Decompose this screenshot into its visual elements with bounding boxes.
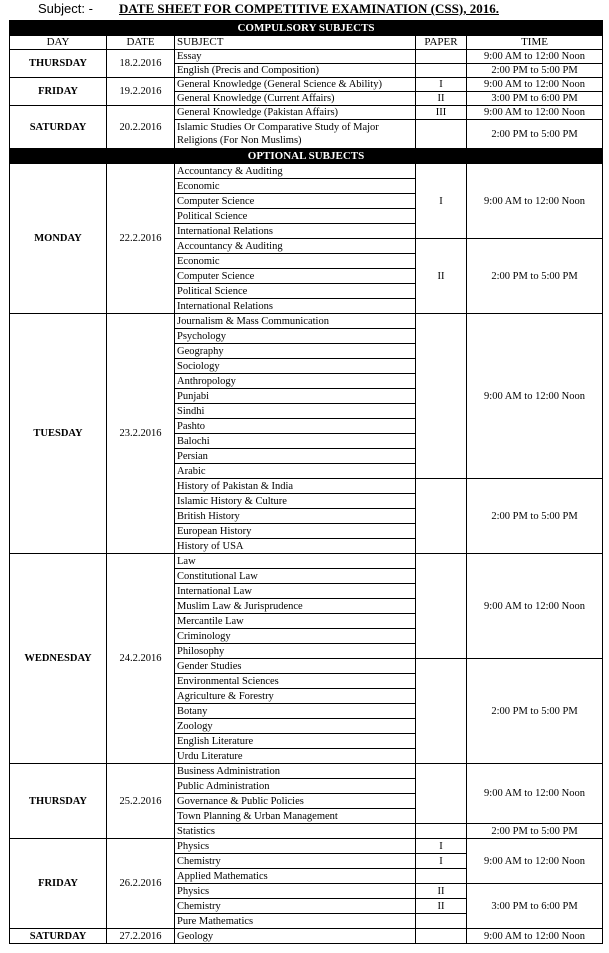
paper-cell (416, 659, 467, 764)
date-cell: 20.2.2016 (107, 106, 175, 149)
subject-cell: Pashto (175, 419, 416, 434)
subject-cell: Accountancy & Auditing (175, 164, 416, 179)
subject-cell: Psychology (175, 329, 416, 344)
subject-cell: Punjabi (175, 389, 416, 404)
paper-cell: III (416, 106, 467, 120)
paper-cell (416, 314, 467, 479)
date-cell: 27.2.2016 (107, 929, 175, 944)
date-cell: 18.2.2016 (107, 50, 175, 78)
page-header (0, 0, 609, 19)
subject-label: Subject: - (38, 1, 93, 16)
time-cell: 9:00 AM to 12:00 Noon (467, 50, 603, 64)
day-cell: FRIDAY (10, 78, 107, 106)
time-cell: 9:00 AM to 12:00 Noon (467, 764, 603, 824)
subject-cell: Anthropology (175, 374, 416, 389)
subject-cell: International Relations (175, 224, 416, 239)
compulsory-row (10, 50, 603, 64)
subject-cell: Balochi (175, 434, 416, 449)
subject-cell: Political Science (175, 209, 416, 224)
subject-cell: Chemistry (175, 854, 416, 869)
subject-cell: Chemistry (175, 899, 416, 914)
subject-cell: Botany (175, 704, 416, 719)
paper-cell (416, 929, 467, 944)
optional-row (10, 839, 603, 854)
day-cell: SATURDAY (10, 106, 107, 149)
col-paper: PAPER (416, 36, 467, 50)
time-cell: 2:00 PM to 5:00 PM (467, 824, 603, 839)
col-day: DAY (10, 36, 107, 50)
time-cell: 9:00 AM to 12:00 Noon (467, 78, 603, 92)
time-cell: 2:00 PM to 5:00 PM (467, 659, 603, 764)
paper-cell (416, 554, 467, 659)
subject-cell: Business Administration (175, 764, 416, 779)
day-cell: MONDAY (10, 164, 107, 314)
day-cell: FRIDAY (10, 839, 107, 929)
subject-cell: Economic (175, 179, 416, 194)
optional-band (10, 149, 603, 164)
day-cell: THURSDAY (10, 50, 107, 78)
day-cell: THURSDAY (10, 764, 107, 839)
subject-cell: English (Precis and Composition) (175, 64, 416, 78)
time-cell: 9:00 AM to 12:00 Noon (467, 929, 603, 944)
time-cell: 9:00 AM to 12:00 Noon (467, 314, 603, 479)
paper-cell: I (416, 854, 467, 869)
date-cell: 25.2.2016 (107, 764, 175, 839)
date-sheet-body (10, 21, 603, 944)
paper-cell (416, 869, 467, 884)
subject-cell: Economic (175, 254, 416, 269)
optional-heading: OPTIONAL SUBJECTS (10, 149, 603, 164)
subject-cell: Essay (175, 50, 416, 64)
date-cell: 24.2.2016 (107, 554, 175, 764)
date-cell: 23.2.2016 (107, 314, 175, 554)
subject-cell: General Knowledge (General Science & Ability) (175, 78, 416, 92)
time-cell: 9:00 AM to 12:00 Noon (467, 106, 603, 120)
subject-cell: Muslim Law & Jurisprudence (175, 599, 416, 614)
paper-cell (416, 764, 467, 824)
subject-cell: Environmental Sciences (175, 674, 416, 689)
subject-cell: Islamic Studies Or Comparative Study of Major Religions (For Non Muslims) (175, 120, 416, 149)
day-cell: SATURDAY (10, 929, 107, 944)
subject-cell: Physics (175, 839, 416, 854)
time-cell: 3:00 PM to 6:00 PM (467, 884, 603, 929)
subject-cell: Zoology (175, 719, 416, 734)
compulsory-row (10, 106, 603, 120)
subject-cell: History of Pakistan & India (175, 479, 416, 494)
paper-cell: I (416, 839, 467, 854)
subject-cell: Computer Science (175, 269, 416, 284)
subject-cell: Persian (175, 449, 416, 464)
optional-row (10, 554, 603, 569)
day-cell: TUESDAY (10, 314, 107, 554)
subject-cell: Statistics (175, 824, 416, 839)
subject-cell: Criminology (175, 629, 416, 644)
subject-cell: Constitutional Law (175, 569, 416, 584)
time-cell: 2:00 PM to 5:00 PM (467, 120, 603, 149)
optional-row (10, 929, 603, 944)
date-cell: 19.2.2016 (107, 78, 175, 106)
subject-cell: English Literature (175, 734, 416, 749)
subject-cell: Islamic History & Culture (175, 494, 416, 509)
subject-cell: Agriculture & Forestry (175, 689, 416, 704)
col-date: DATE (107, 36, 175, 50)
time-cell: 9:00 AM to 12:00 Noon (467, 164, 603, 239)
subject-cell: Gender Studies (175, 659, 416, 674)
time-cell: 9:00 AM to 12:00 Noon (467, 839, 603, 884)
subject-cell: Urdu Literature (175, 749, 416, 764)
paper-cell (416, 479, 467, 554)
day-cell: WEDNESDAY (10, 554, 107, 764)
subject-cell: Sociology (175, 359, 416, 374)
subject-cell: Arabic (175, 464, 416, 479)
col-time: TIME (467, 36, 603, 50)
subject-cell: Law (175, 554, 416, 569)
paper-cell: II (416, 239, 467, 314)
paper-cell (416, 50, 467, 64)
subject-cell: History of USA (175, 539, 416, 554)
time-cell: 3:00 PM to 6:00 PM (467, 92, 603, 106)
subject-cell: Town Planning & Urban Management (175, 809, 416, 824)
optional-row (10, 764, 603, 779)
paper-cell (416, 120, 467, 149)
time-cell: 9:00 AM to 12:00 Noon (467, 554, 603, 659)
optional-row (10, 164, 603, 179)
subject-cell: Public Administration (175, 779, 416, 794)
time-cell: 2:00 PM to 5:00 PM (467, 64, 603, 78)
paper-cell: II (416, 92, 467, 106)
date-sheet-table (9, 20, 603, 944)
paper-cell: I (416, 78, 467, 92)
subject-cell: Geography (175, 344, 416, 359)
subject-cell: Political Science (175, 284, 416, 299)
subject-cell: Computer Science (175, 194, 416, 209)
paper-cell: I (416, 164, 467, 239)
date-cell: 22.2.2016 (107, 164, 175, 314)
subject-cell: Mercantile Law (175, 614, 416, 629)
subject-cell: General Knowledge (Current Affairs) (175, 92, 416, 106)
subject-cell: Governance & Public Policies (175, 794, 416, 809)
paper-cell: II (416, 899, 467, 914)
paper-cell (416, 64, 467, 78)
time-cell: 2:00 PM to 5:00 PM (467, 479, 603, 554)
subject-cell: Sindhi (175, 404, 416, 419)
subject-cell: British History (175, 509, 416, 524)
subject-cell: Pure Mathematics (175, 914, 416, 929)
paper-cell (416, 914, 467, 929)
time-cell: 2:00 PM to 5:00 PM (467, 239, 603, 314)
subject-cell: Applied Mathematics (175, 869, 416, 884)
paper-cell (416, 824, 467, 839)
subject-cell: Philosophy (175, 644, 416, 659)
subject-cell: International Relations (175, 299, 416, 314)
compulsory-band (10, 21, 603, 36)
compulsory-row (10, 78, 603, 92)
optional-row (10, 314, 603, 329)
subject-cell: General Knowledge (Pakistan Affairs) (175, 106, 416, 120)
page-title: DATE SHEET FOR COMPETITIVE EXAMINATION (CSS), 2016. (119, 1, 499, 16)
col-subject: SUBJECT (175, 36, 416, 50)
date-cell: 26.2.2016 (107, 839, 175, 929)
column-header-row (10, 36, 603, 50)
subject-cell: Geology (175, 929, 416, 944)
subject-cell: Journalism & Mass Communication (175, 314, 416, 329)
subject-cell: Accountancy & Auditing (175, 239, 416, 254)
subject-cell: Physics (175, 884, 416, 899)
subject-cell: European History (175, 524, 416, 539)
compulsory-heading: COMPULSORY SUBJECTS (10, 21, 603, 36)
paper-cell: II (416, 884, 467, 899)
subject-cell: International Law (175, 584, 416, 599)
